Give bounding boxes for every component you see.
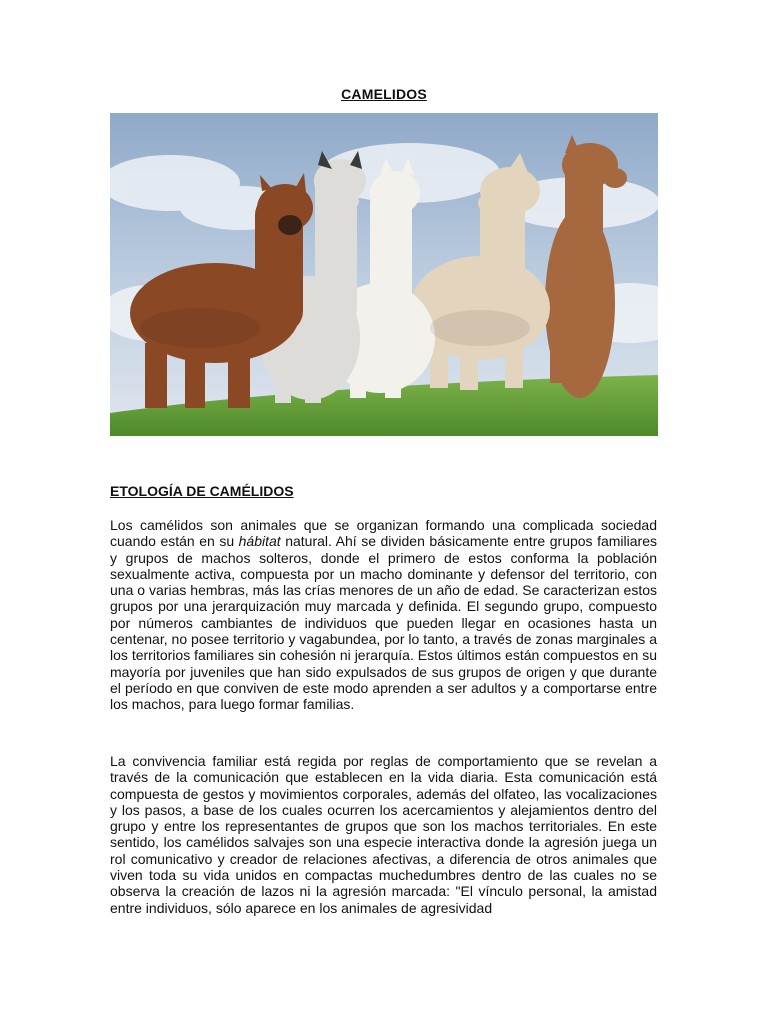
paragraph-1-start: Los camélidos son animales que se organizan formando una complicada sociedad cuando están en su: [110, 517, 657, 550]
document-title: CAMELIDOS: [341, 86, 427, 102]
paragraph-1: [110, 517, 657, 713]
paragraph-1-italic: hábitat: [238, 533, 281, 550]
paragraph-1-end: natural. Ahí se dividen básicamente entre grupos familiares y grupos de machos solteros, donde el primero de estos conforma la población sexualmente activa, compuesta por un macho dominante y defensor del territorio, con una o varias hembras, más las crías menores de un año de edad. Se caracterizan estos grupos por una jerarquización muy marcada y definida. El segundo grupo, compuesto por números cambiantes de individuos que pueden llegar en ocasiones hasta un centenar, no posee territorio y vagabundea, por lo tanto, a través de zonas marginales a los territorios familiares sin cohesión ni jerarquía. Estos últimos están compuestos en su mayoría por juveniles que han sido expulsados de sus grupos de origen y que durante el período en que conviven de este modo aprenden a ser adultos y a comportarse entre los machos, para luego formar familias.: [110, 533, 657, 713]
section-heading: ETOLOGÍA DE CAMÉLIDOS: [110, 483, 294, 499]
alpacas-photo: [110, 113, 658, 436]
paragraph-2: La convivencia familiar está regida por reglas de comportamiento que se revelan a través de la comunicación que establecen en la vida diaria. Esta comunicación está compuesta de gestos y movimientos corporales, además del olfateo, las vocalizaciones y los pasos, a base de los cuales ocurren los acercamientos y alejamientos dentro del grupo y entre los representantes de grupos que son los machos territoriales. En este sentido, los camélidos salvajes son una especie interactiva donde la agresión juega un rol comunicativo y creador de relaciones afectivas, a diferencia de otros animales que viven toda su vida unidos en compactas muchedumbres dentro de las cuales no se observa la creación de lazos ni la agresión marcada: "El vínculo personal, la amistad entre individuos, sólo aparece en los animales de agresividad: [110, 753, 657, 916]
